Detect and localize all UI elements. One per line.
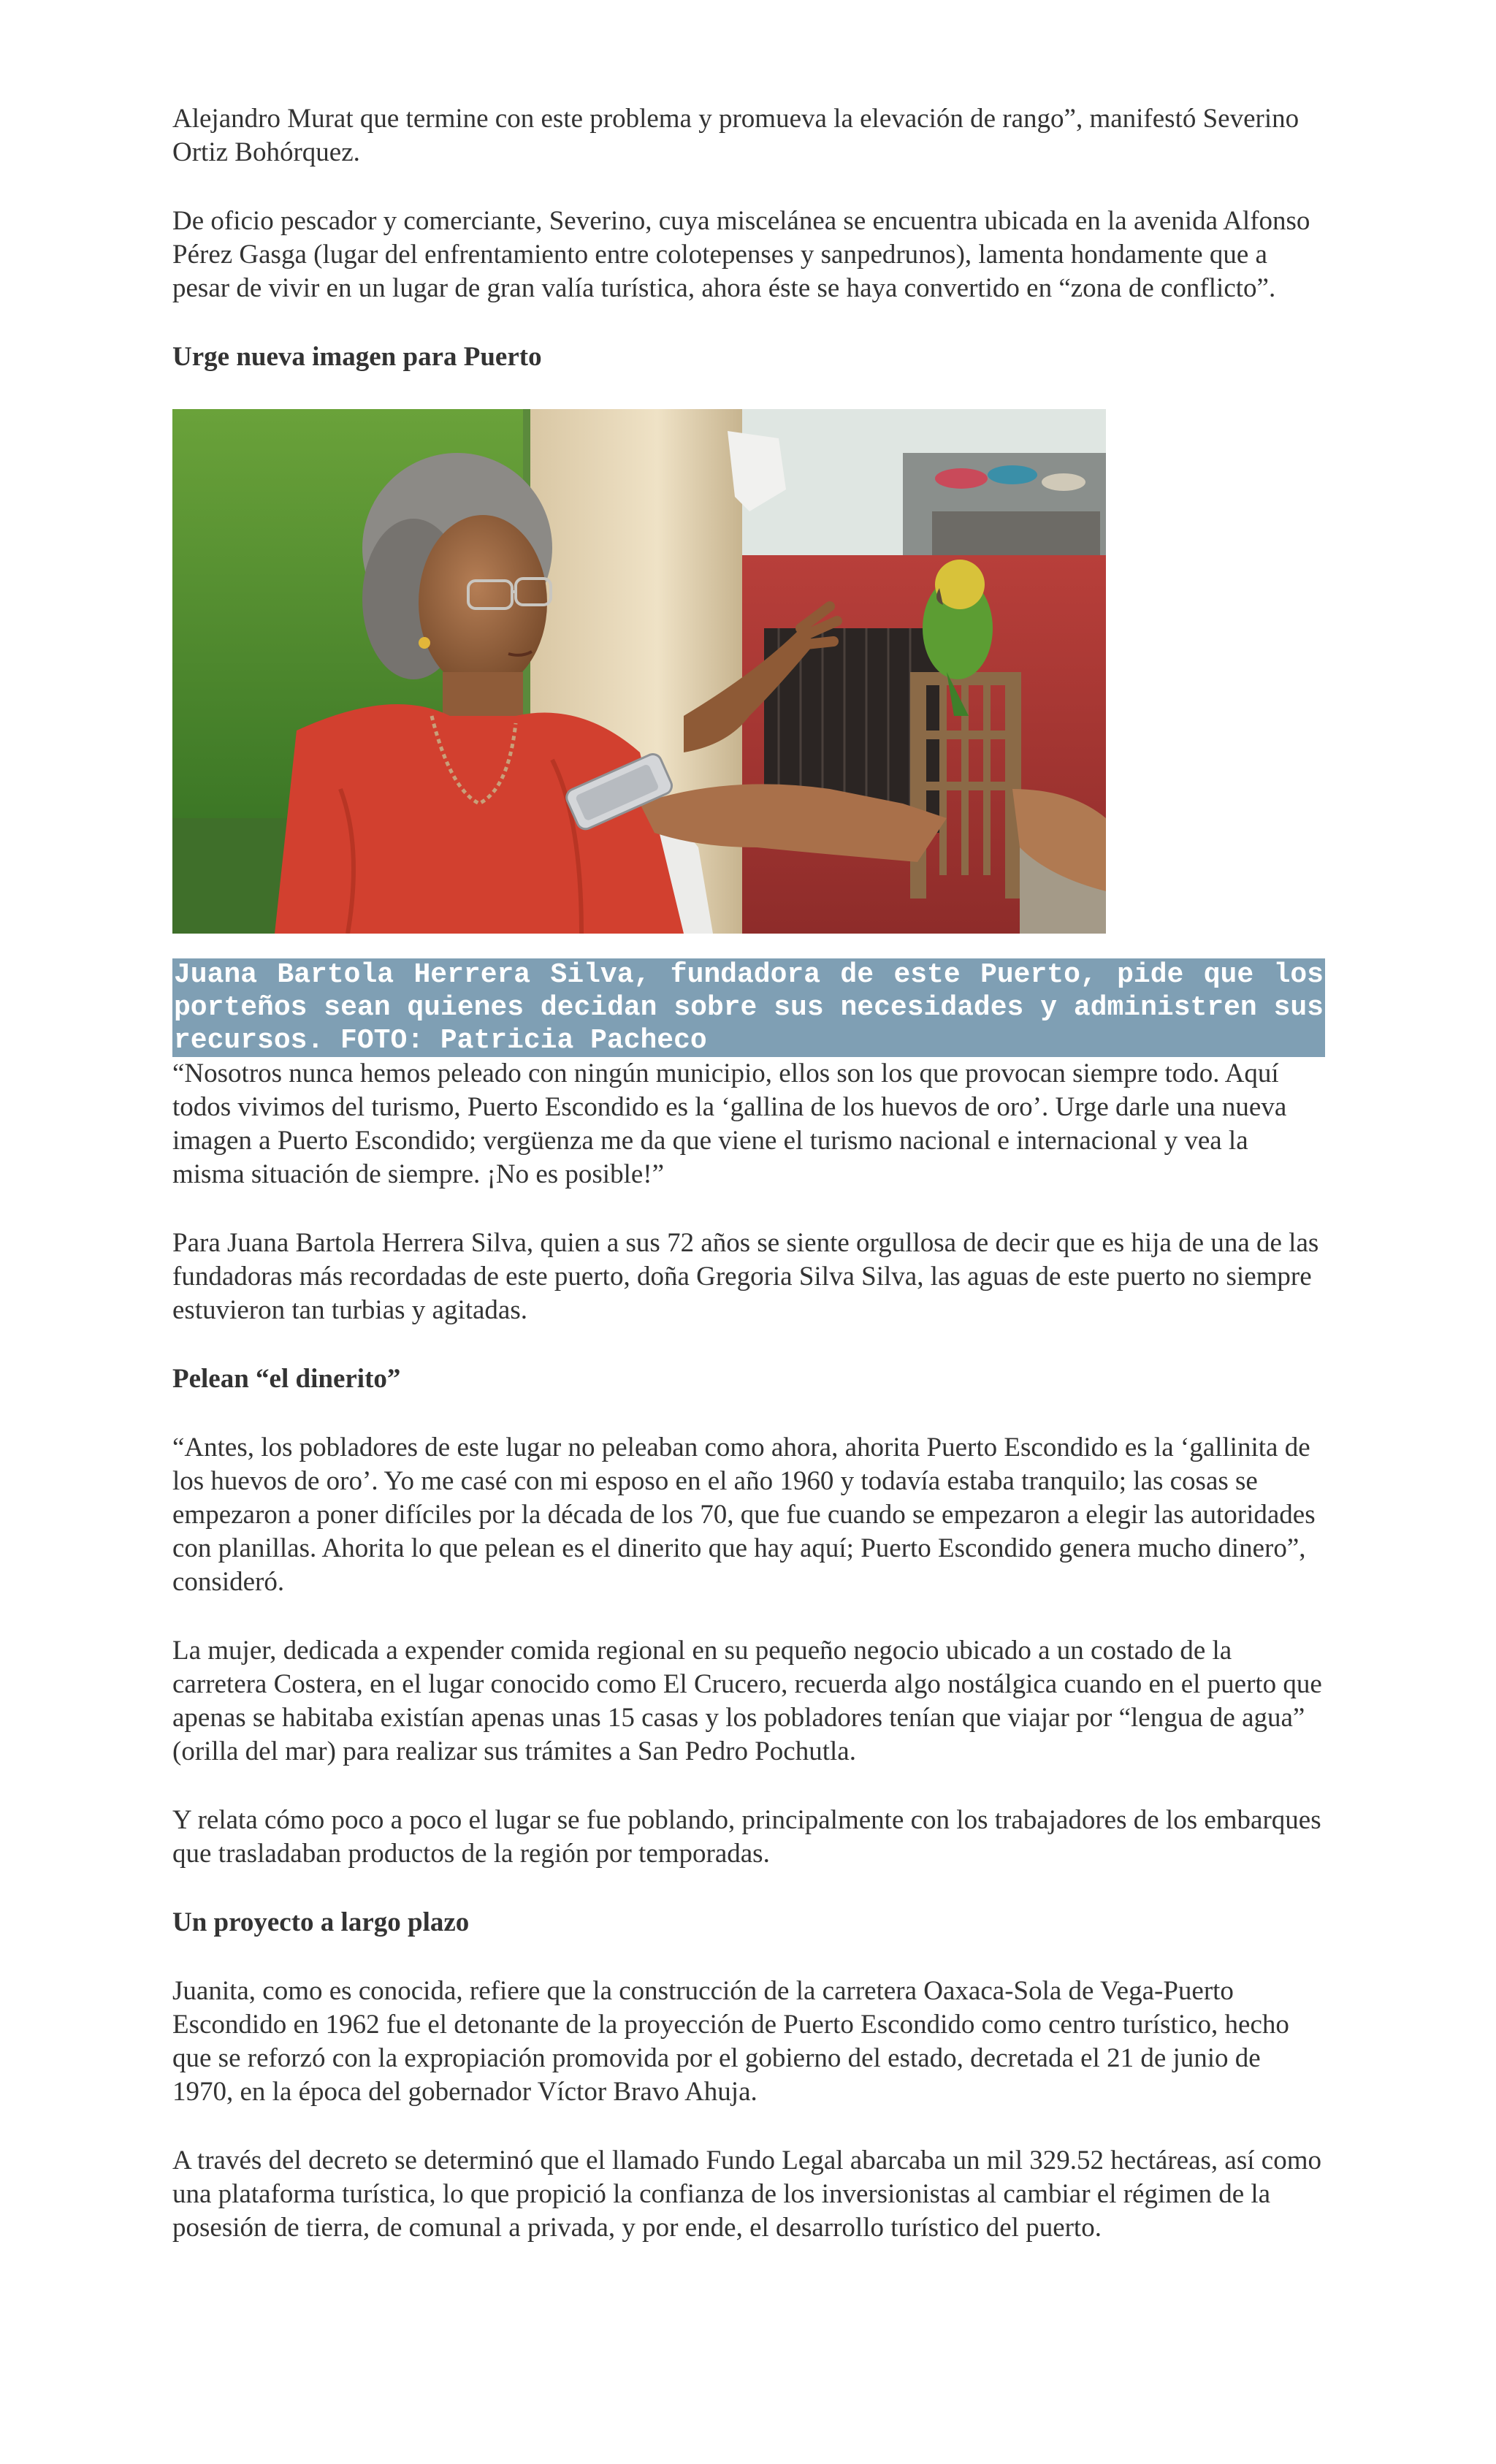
paragraph-9: A través del decreto se determinó que el llamado Fundo Legal abarcaba un mil 329.52 hectáreas, así como una plataforma turística, lo que propició la confianza de los inversionistas al cambiar el régimen de la posesión de tierra, de comunal a privada, y por ende, el desarrollo turístico del puerto. [172,2145,1321,2243]
photo-woman-interview-icon [172,409,1106,934]
article-photo [172,409,1106,934]
paragraph-6: La mujer, dedicada a expender comida regional en su pequeño negocio ubicado a un costado de la carretera Costera, en el lugar conocido como El Crucero, recuerda algo nostálgica cuando en el puerto que apenas se habitaba existían apenas unas 15 casas y los pobladores tenían que viajar por “lengua de agua” (orilla del mar) para realizar sus trámites a San Pedro Pochutla. [172,1636,1322,1766]
paragraph-2: De oficio pescador y comerciante, Severino, cuya miscelánea se encuentra ubicada en la avenida Alfonso Pérez Gasga (lugar del enfrentamiento entre colotepenses y sanpedrunos), lamenta hondamente que a pesar de vivir en un lugar de gran valía turística, ahora éste se haya convertido en “zona de conflicto”. [172,206,1310,303]
paragraph-3: “Nosotros nunca hemos peleado con ningún municipio, ellos son los que provocan siempre todo. Aquí todos vivimos del turismo, Puerto Escondido es la ‘gallina de los huevos de oro’. Urge darle una nueva imagen a Puerto Escondido; vergüenza me da que viene el turismo nacional e internacional y vea la misma situación de siempre. ¡No es posible!” [172,1059,1287,1189]
paragraph-5: “Antes, los pobladores de este lugar no peleaban como ahora, ahorita Puerto Escondido es la ‘gallinita de los huevos de oro’. Yo me casé con mi esposo en el año 1960 y todavía estaba tranquilo; las cosas se empezaron a poner difíciles por la década de los 70, que fue cuando se empezaron a elegir las autoridades con planillas. Ahorita lo que pelean es el dinerito que hay aquí; Puerto Escondido genera mucho dinero”, consideró. [172,1433,1316,1597]
article-body [172,102,1327,2280]
paragraph-1: Alejandro Murat que termine con este problema y promueva la elevación de rango”, manifestó Severino Ortiz Bohórquez. [172,104,1300,167]
paragraph-8: Juanita, como es conocida, refiere que la construcción de la carretera Oaxaca-Sola de Vega-Puerto Escondido en 1962 fue el detonante de la proyección de Puerto Escondido como centro turístico, hecho que se reforzó con la expropiación promovida por el gobierno del estado, decretada el 21 de junio de 1970, en la época del gobernador Víctor Bravo Ahuja. [172,1976,1289,2107]
section-heading-1: Urge nueva imagen para Puerto [172,342,542,372]
section-heading-2: Pelean “el dinerito” [172,1364,401,1394]
photo-caption: Juana Bartola Herrera Silva, fundadora de este Puerto, pide que los porteños sean quienes decidan sobre sus necesidades y administren sus recursos. FOTO: Patricia Pacheco [174,959,1324,1056]
paragraph-4: Para Juana Bartola Herrera Silva, quien a sus 72 años se siente orgullosa de decir que es hija de una de las fundadoras más recordadas de este puerto, doña Gregoria Silva Silva, las aguas de este puerto no siempre estuvieron tan turbias y agitadas. [172,1228,1319,1325]
paragraph-7: Y relata cómo poco a poco el lugar se fue poblando, principalmente con los trabajadores de los embarques que trasladaban productos de la región por temporadas. [172,1805,1321,1869]
section-heading-3: Un proyecto a largo plazo [172,1907,470,1937]
